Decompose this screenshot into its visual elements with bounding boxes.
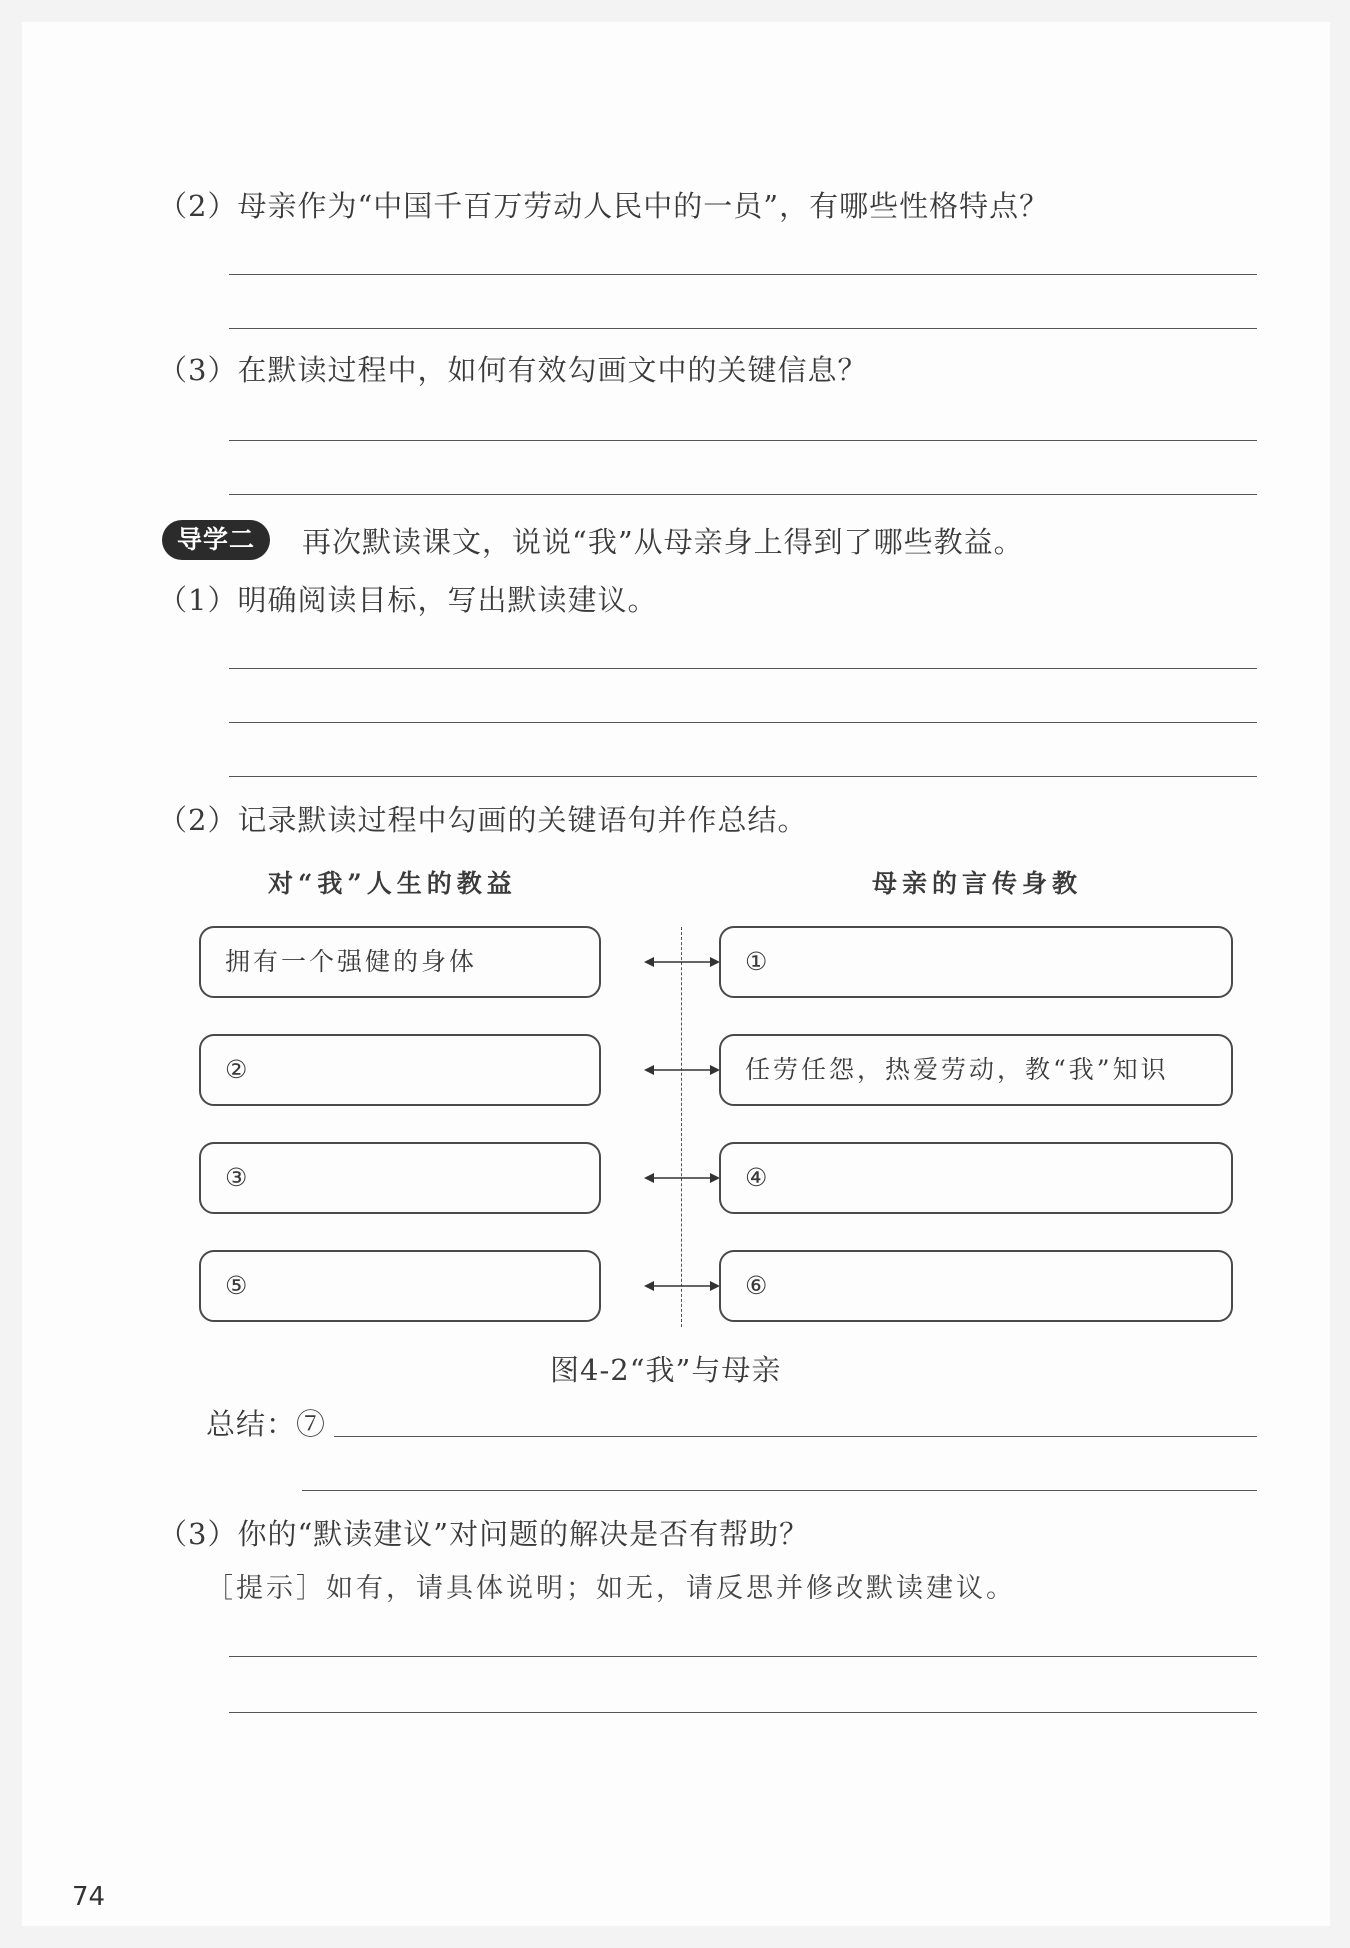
box-text: ③ — [225, 1163, 251, 1192]
page-number: 74 — [72, 1882, 106, 1912]
section-title: 再次默读课文，说说“我”从母亲身上得到了哪些教益。 — [302, 525, 1024, 559]
box-text: 任劳任怨，热爱劳动，教“我”知识 — [745, 1055, 1169, 1084]
left-column-header: 对“我”人生的教益 — [268, 869, 517, 898]
benefit-box-1[interactable] — [199, 926, 601, 998]
question-3: （3）在默读过程中，如何有效勾画文中的关键信息？ — [158, 353, 868, 387]
teaching-box-3[interactable] — [719, 1142, 1233, 1214]
box-text: ① — [745, 947, 771, 976]
section-badge: 导学二 — [162, 520, 270, 560]
center-divider — [681, 927, 682, 1327]
summary-line[interactable] — [302, 1490, 1257, 1491]
benefit-box-3[interactable] — [199, 1142, 601, 1214]
sub-question-1: （1）明确阅读目标，写出默读建议。 — [158, 583, 658, 617]
box-text: ④ — [745, 1163, 771, 1192]
double-arrow-icon — [644, 1168, 720, 1188]
double-arrow-icon — [644, 1276, 720, 1296]
answer-line[interactable] — [229, 440, 1257, 441]
question-2: （2）母亲作为“中国千百万劳动人民中的一员”，有哪些性格特点？ — [158, 189, 1050, 223]
answer-line[interactable] — [229, 668, 1257, 669]
answer-line[interactable] — [229, 776, 1257, 777]
answer-line[interactable] — [229, 274, 1257, 275]
box-text: 拥有一个强健的身体 — [225, 947, 478, 976]
double-arrow-icon — [644, 952, 720, 972]
box-text: ⑥ — [745, 1271, 771, 1300]
answer-line[interactable] — [229, 1656, 1257, 1657]
figure-caption: 图4-2“我”与母亲 — [550, 1353, 782, 1387]
teaching-box-1[interactable] — [719, 926, 1233, 998]
answer-line[interactable] — [229, 722, 1257, 723]
summary-line[interactable] — [334, 1436, 1257, 1437]
teaching-box-4[interactable] — [719, 1250, 1233, 1322]
teaching-box-2[interactable] — [719, 1034, 1233, 1106]
workbook-page — [22, 22, 1330, 1926]
sub-question-3: （3）你的“默读建议”对问题的解决是否有帮助？ — [158, 1517, 810, 1551]
answer-line[interactable] — [229, 1712, 1257, 1713]
hint-text: ［提示］如有，请具体说明；如无，请反思并修改默读建议。 — [206, 1573, 1016, 1604]
summary-label: 总结：⑦ — [206, 1407, 327, 1441]
double-arrow-icon — [644, 1060, 720, 1080]
sub-question-2: （2）记录默读过程中勾画的关键语句并作总结。 — [158, 803, 808, 837]
box-text: ⑤ — [225, 1271, 251, 1300]
answer-line[interactable] — [229, 328, 1257, 329]
right-column-header: 母亲的言传身教 — [872, 869, 1083, 898]
box-text: ② — [225, 1055, 251, 1084]
answer-line[interactable] — [229, 494, 1257, 495]
benefit-box-2[interactable] — [199, 1034, 601, 1106]
benefit-box-4[interactable] — [199, 1250, 601, 1322]
